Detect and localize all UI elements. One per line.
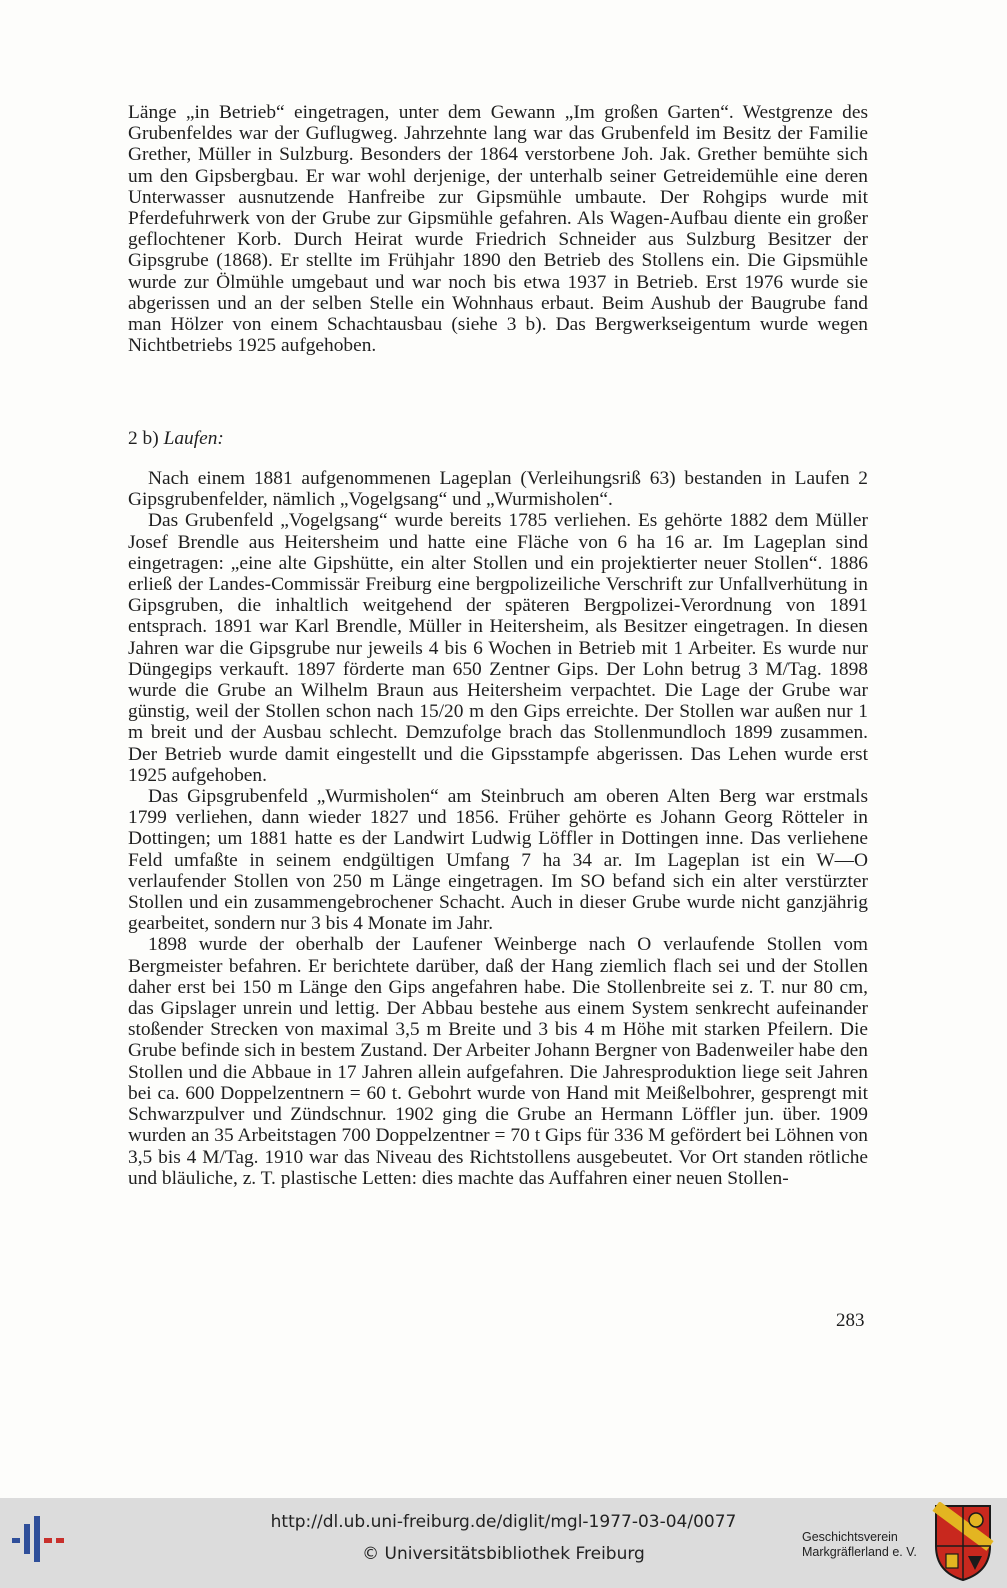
footer-bar bbox=[0, 1498, 1007, 1588]
section-1-text bbox=[128, 102, 868, 356]
paragraph: Das Gipsgrubenfeld „Wurmisholen“ am Steinbruch am oberen Alten Berg war erstmals 1799 verliehen, dann wieder 1827 und 1856. Früher gehörte es Johann Georg Rötteler in Dottingen; um 1881 hatte es der Landwirt Ludwig Löffler in Dottingen inne. Das verliehene Feld umfaßte in seinem endgültigen Umfang 7 ha 34 ar. Im Lageplan ist ein W—O verlaufender Stollen von 250 m Länge eingetragen. Im SO befand sich ein alter verstürzter Stollen und ein zusammengebrochener Schacht. Auch in dieser Grube wurde nicht ganzjährig gearbeitet, sondern nur 3 bis 4 Monate im Jahr. bbox=[128, 786, 868, 935]
paragraph: Das Grubenfeld „Vogelgsang“ wurde bereits 1785 verliehen. Es gehörte 1882 dem Müller Josef Brendle aus Heitersheim und hatte eine Fläche von 6 ha 16 ar. Im Lageplan sind eingetragen: „eine alte Gipshütte, ein alter Stollen und ein projektierter neuer Stollen“. 1886 erließ der Landes-Commissär Freiburg eine bergpolizeiliche Verschrift zur Unfallverhütung in Gipsgruben, die inhaltlich weitgehend der späteren Bergpolizei-Verordnung von 1891 entsprach. 1891 war Karl Brendle, Müller in Heitersheim, als Besitzer eingetragen. In diesen Jahren war die Gipsgrube nur jeweils 4 bis 6 Wochen in Betrieb mit 1 Arbeiter. Es wurde nur Düngegips verkauft. 1897 förderte man 650 Zentner Gips. Der Lohn betrug 3 M/Tag. 1898 wurde die Grube an Wilhelm Braun aus Heitersheim verpachtet. Die Lage der Grube war günstig, weil der Stollen schon nach 15/20 m den Gips erreichte. Der Stollen war außen nur 1 m breit und der Ausbau schlecht. Demzufolge brach das Stollenmundloch 1899 zusammen. Der Betrieb wurde damit eingestellt und die Gipsstampfe abgerissen. Das Lehen wurde erst 1925 aufgehoben. bbox=[128, 510, 868, 786]
section-2-text bbox=[128, 468, 868, 1189]
section-number: 2 b) bbox=[128, 428, 159, 449]
society-name bbox=[802, 1530, 924, 1560]
society-line-1: Geschichtsverein bbox=[802, 1530, 898, 1544]
society-line-2: Markgräflerland e. V. bbox=[802, 1545, 917, 1559]
section-title: Laufen: bbox=[163, 428, 224, 449]
section-heading bbox=[128, 428, 224, 450]
footer-url-link[interactable]: http://dl.ub.uni-freiburg.de/diglit/mgl-1977-03-04/0077 bbox=[270, 1512, 737, 1532]
copyright-text: © Universitätsbibliothek Freiburg bbox=[362, 1544, 645, 1564]
society-crest-icon[interactable] bbox=[932, 1502, 994, 1587]
page-number: 283 bbox=[836, 1310, 865, 1331]
paragraph: Länge „in Betrieb“ eingetragen, unter dem Gewann „Im großen Garten“. Westgrenze des Grubenfeldes war der Guflugweg. Jahrzehnte lang war das Grubenfeld im Besitz der Familie Grether, Müller in Sulzburg. Besonders der 1864 verstorbene Joh. Jak. Grether bemühte sich um den Gipsbergbau. Er war wohl derjenige, der unterhalb seiner Getreidemühle eine deren Unterwasser ausnutzende Hanfreibe zur Gipsmühle umbaute. Der Rohgips wurde mit Pferdefuhrwerk von der Grube zur Gipsmühle gefahren. Als Wagen-Aufbau diente ein großer geflochtener Korb. Durch Heirat wurde Friedrich Schneider aus Sulzburg Besitzer der Gipsgrube (1868). Er stellte im Frühjahr 1890 den Betrieb des Stollens ein. Die Gipsmühle wurde zur Ölmühle umgebaut und war noch bis etwa 1937 in Betrieb. Erst 1976 wurde sie abgerissen und an der selben Stelle ein Wohnhaus erbaut. Beim Aushub der Baugrube fand man Hölzer von einem Schachtausbau (siehe 3 b). Das Bergwerkseigentum wurde wegen Nichtbetriebs 1925 aufgehoben. bbox=[128, 102, 868, 357]
paragraph: Nach einem 1881 aufgenommenen Lageplan (Verleihungsriß 63) bestanden in Laufen 2 Gipsgrubenfelder, nämlich „Vogelgsang“ und „Wurmisholen“. bbox=[128, 468, 868, 511]
paragraph: 1898 wurde der oberhalb der Laufener Weinberge nach O verlaufende Stollen vom Bergmeister befahren. Er berichtete darüber, daß der Hang ziemlich flach sei und der Stollen daher erst bei 150 m Länge den Gips angefahren habe. Die Stollenbreite sei z. T. nur 80 cm, das Gipslager unrein und lettig. Der Abbau bestehe aus einem System senkrecht aufeinander stoßender Strecken von maximal 3,5 m Breite und 3 bis 4 m Höhe mit starken Pfeilern. Die Grube befinde sich in bestem Zustand. Der Arbeiter Johann Bergner von Badenweiler habe den Stollen und die Abbaue in 17 Jahren allein aufgefahren. Die Jahresproduktion liege seit Jahren bei ca. 600 Doppelzentnern = 60 t. Gebohrt wurde von Hand mit Meißelbohrer, gesprengt mit Schwarzpulver und Zündschnur. 1902 ging die Grube an Hermann Löffler jun. über. 1909 wurden an 35 Arbeitstagen 700 Doppelzentner = 70 t Gips für 336 M gefördert bei Löhnen von 3,5 bis 4 M/Tag. 1910 war das Niveau des Richtstollens ausgebeutet. Vor Ort standen rötliche und bläuliche, z. T. plastische Letten: dies machte das Auffahren einer neuen Stollen- bbox=[128, 934, 868, 1189]
